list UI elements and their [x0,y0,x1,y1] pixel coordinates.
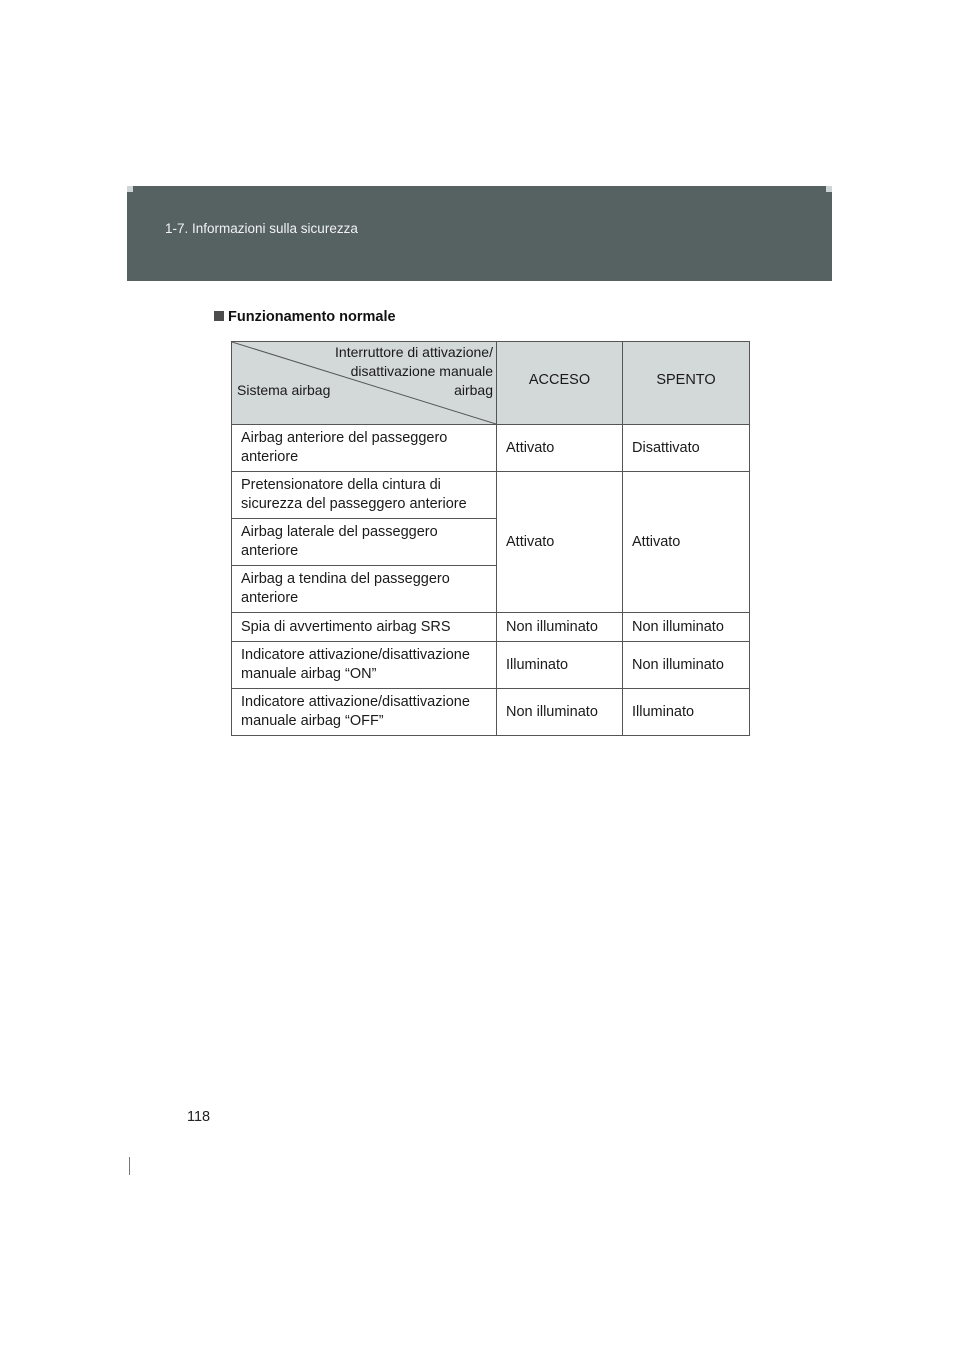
row-label: Indicatore attivazione/disattivazione manuale airbag “ON” [232,642,497,689]
chapter-header-band [127,186,832,281]
row-label: Airbag a tendina del passeggero anteriore [232,566,497,613]
row-label: Spia di avvertimento airbag SRS [232,613,497,642]
chapter-title: 1-7. Informazioni sulla sicurezza [165,221,358,236]
table-row [232,689,750,736]
switch-header-label [335,343,493,400]
table-row [232,425,750,472]
row-label: Airbag anteriore del passeggero anteriore [232,425,497,472]
system-header-label: Sistema airbag [237,382,331,398]
table-row [232,642,750,689]
cell-acceso: Attivato [497,425,623,472]
section-heading-text: Funzionamento normale [228,309,396,325]
switch-header-line-1: Interruttore di attivazione/ [335,344,493,360]
column-header-spento-text: SPENTO [656,371,716,388]
cell-acceso: Illuminato [497,642,623,689]
merged-cell-acceso: Attivato [497,472,623,613]
cell-spento: Illuminato [623,689,750,736]
cell-spento: Disattivato [623,425,750,472]
switch-header-line-2: disattivazione manuale [350,363,493,379]
cell-acceso: Non illuminato [497,689,623,736]
header-corner-right [826,186,832,192]
table-row [232,613,750,642]
airbag-status-table [231,341,750,736]
square-bullet-icon [214,311,224,321]
table-row [232,472,750,519]
row-label: Airbag laterale del passeggero anteriore [232,519,497,566]
cell-acceso: Non illuminato [497,613,623,642]
header-corner-left [127,186,133,192]
section-heading [214,309,396,325]
cell-spento: Non illuminato [623,642,750,689]
column-header-acceso-text: ACCESO [528,371,591,388]
page-number: 118 [187,1109,211,1125]
diagonal-header-cell [232,342,497,425]
column-header-acceso [497,342,623,425]
cell-spento: Non illuminato [623,613,750,642]
margin-mark [129,1157,130,1175]
column-header-spento [623,342,750,425]
row-label: Indicatore attivazione/disattivazione manuale airbag “OFF” [232,689,497,736]
switch-header-line-3: airbag [454,382,493,398]
row-label: Pretensionatore della cintura di sicurezza del passeggero anteriore [232,472,497,519]
merged-cell-spento: Attivato [623,472,750,613]
